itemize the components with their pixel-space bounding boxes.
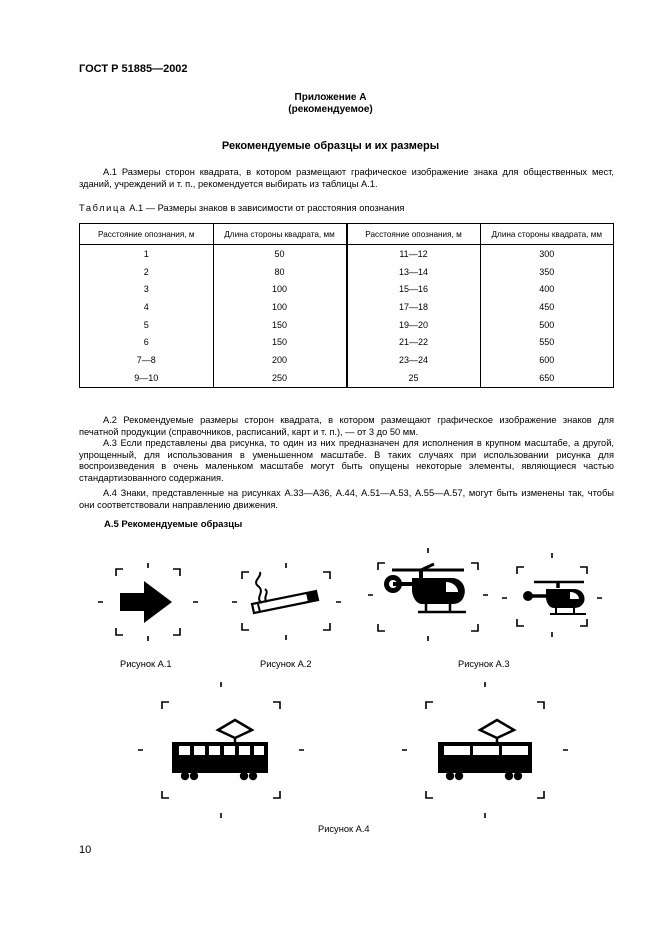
figure-a1-caption: Рисунок А.1 [120,659,172,669]
figure-a4-caption: Рисунок А.4 [318,824,370,834]
table-cell: 500 [480,316,614,334]
table-cell: 80 [213,263,347,281]
figure-a3-caption: Рисунок А.3 [458,659,510,669]
column-header: Длина стороны квадрата, мм [213,224,347,245]
table-row [80,280,614,298]
helicopter-icon [523,582,586,614]
tram-icon [172,720,268,780]
table-cell: 21—22 [347,333,481,351]
table-cell: 400 [480,280,614,298]
figure-a2-symbol [232,562,342,642]
table-cell: 13—14 [347,263,481,281]
table-cell: 6 [80,333,214,351]
figure-a2-caption: Рисунок А.2 [260,659,312,669]
table-cell: 100 [213,280,347,298]
column-header: Расстояние опознания, м [347,224,481,245]
appendix-status: (рекомендуемое) [288,104,373,115]
paragraph-a2: А.2 Рекомендуемые размеры сторон квадрата, в котором размещают графическое изображение знаков для печатной продукции (справочников, расписаний, карт и т. п.), — от 3 до 50 мм. [79,415,614,437]
table-caption: Таблица А.1 — Размеры знаков в зависимости от расстояния опознания [79,203,405,213]
figure-a4-symbol-right [400,680,570,820]
section-title: Рекомендуемые образцы и их размеры [221,140,440,152]
table-cell: 9—10 [80,369,214,387]
table-cell: 250 [213,369,347,387]
table-cell: 2 [80,263,214,281]
table-row [80,333,614,351]
paragraph-a4: А.4 Знаки, представленные на рисунках А.33—А36, А.44, А.51—А.53, А.55—А.57, могут быть изменены так, чтобы они соответствовали направлению движения. [79,488,614,510]
table-header-row [80,224,614,245]
arrow-right-icon [120,581,172,623]
table-cell: 4 [80,298,214,316]
column-header: Расстояние опознания, м [80,224,214,245]
size-table [79,223,614,388]
table-cell: 3 [80,280,214,298]
table-row [80,316,614,334]
table-cell: 25 [347,369,481,387]
table-cell: 450 [480,298,614,316]
table-cell: 23—24 [347,351,481,369]
table-cell: 100 [213,298,347,316]
table-cell: 19—20 [347,316,481,334]
table-cell: 11—12 [347,245,481,263]
table-cell: 15—16 [347,280,481,298]
document-code: ГОСТ Р 51885—2002 [79,63,188,75]
paragraph-a1: А.1 Размеры сторон квадрата, в котором размещают графическое изображение знака для общественных мест, зданий, учреждений и т. п., рекомендуется выбирать из таблицы А.1. [79,167,614,189]
table-cell: 1 [80,245,214,263]
table-cell: 200 [213,351,347,369]
helicopter-icon [384,564,466,612]
tram-icon [438,720,532,780]
table-row [80,298,614,316]
table-cell: 600 [480,351,614,369]
figure-a3-symbol-small [500,552,604,638]
table-cell: 300 [480,245,614,263]
table-row [80,245,614,263]
table-cell: 550 [480,333,614,351]
page-number: 10 [79,844,92,856]
table-cell: 50 [213,245,347,263]
table-cell: 150 [213,333,347,351]
table-row [80,263,614,281]
table-cell: 17—18 [347,298,481,316]
cigarette-icon [252,572,318,613]
table-cell: 7—8 [80,351,214,369]
samples-heading: А.5 Рекомендуемые образцы [104,519,243,530]
column-header: Длина стороны квадрата, мм [480,224,614,245]
table-cell: 5 [80,316,214,334]
figure-a3-symbol-large [366,546,490,642]
figure-a4-symbol-left [136,680,306,820]
table-row [80,351,614,369]
table-cell: 350 [480,263,614,281]
paragraph-a3: А.3 Если представлены два рисунка, то один из них предназначен для исполнения в крупном масштабе, а другой, упрощенный, для использования в уменьшенном масштабе. В таких случаях при использовании рисунка для воспроизведения в очень маленьком масштабе могут быть опущены некоторые элементы, являющиеся частью стандартизованного содержания. [79,438,614,483]
table-row [80,369,614,387]
table-cell: 150 [213,316,347,334]
appendix-title: Приложение А [294,92,367,103]
figure-a1-symbol [96,562,200,642]
table-cell: 650 [480,369,614,387]
